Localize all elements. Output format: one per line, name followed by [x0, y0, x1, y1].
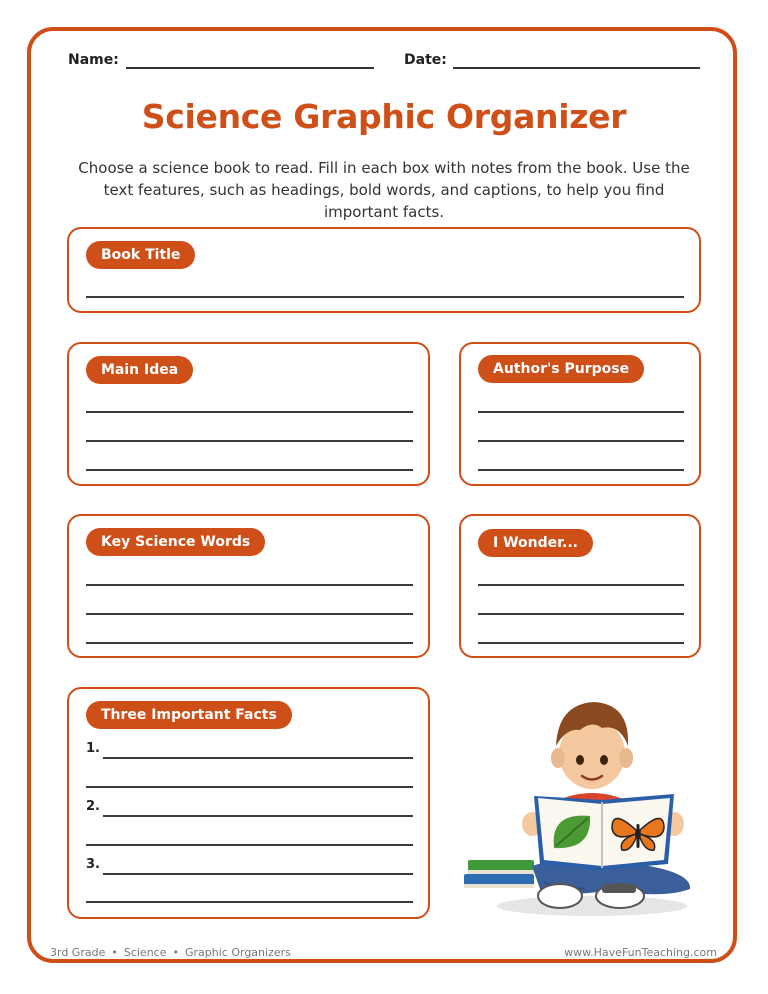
footer-category: Graphic Organizers — [185, 946, 291, 959]
name-label: Name: — [68, 52, 119, 68]
three-important-facts-box — [67, 687, 430, 919]
three-facts-heading: Three Important Facts — [86, 701, 292, 729]
authors-purpose-heading: Author's Purpose — [478, 355, 644, 383]
main-idea-box — [67, 342, 430, 486]
fact-write-line[interactable] — [86, 786, 413, 788]
i-wonder-box — [459, 514, 701, 658]
instructions: Choose a science book to read. Fill in each box with notes from the book. Use the text features, such as headings, bold words, and captions, to help you find important facts. — [78, 159, 690, 221]
fact-write-line[interactable] — [103, 815, 413, 817]
i-wonder-write-line[interactable] — [478, 613, 684, 615]
book-title-box — [67, 227, 701, 313]
authors-purpose-write-line[interactable] — [478, 411, 684, 413]
key-science-words-box — [67, 514, 430, 658]
main-idea-write-line[interactable] — [86, 469, 413, 471]
main-idea-write-line[interactable] — [86, 411, 413, 413]
fact-number: 2. — [86, 799, 100, 814]
authors-purpose-write-line[interactable] — [478, 469, 684, 471]
footer-website[interactable]: www.HaveFunTeaching.com — [564, 946, 717, 959]
separator-dot: • — [111, 946, 118, 959]
date-label: Date: — [404, 52, 447, 68]
main-idea-write-line[interactable] — [86, 440, 413, 442]
key-words-write-line[interactable] — [86, 613, 413, 615]
date-field[interactable] — [453, 67, 700, 69]
authors-purpose-write-line[interactable] — [478, 440, 684, 442]
key-science-words-heading: Key Science Words — [86, 528, 265, 556]
footer-breadcrumb — [50, 946, 291, 959]
separator-dot: • — [172, 946, 179, 959]
footer-subject: Science — [123, 946, 167, 959]
fact-write-line[interactable] — [86, 901, 413, 903]
book-title-heading: Book Title — [86, 241, 195, 269]
key-words-write-line[interactable] — [86, 584, 413, 586]
key-words-write-line[interactable] — [86, 642, 413, 644]
fact-write-line[interactable] — [86, 844, 413, 846]
main-idea-heading: Main Idea — [86, 356, 193, 384]
fact-number: 1. — [86, 741, 100, 756]
page-title: Science Graphic Organizer — [141, 97, 627, 136]
authors-purpose-box — [459, 342, 701, 486]
book-stack-icon — [464, 860, 534, 888]
fact-write-line[interactable] — [103, 873, 413, 875]
i-wonder-write-line[interactable] — [478, 584, 684, 586]
shadow — [497, 896, 687, 916]
footer-grade: 3rd Grade — [50, 946, 106, 959]
boy-reading-illustration — [462, 684, 702, 924]
name-field[interactable] — [126, 67, 374, 69]
i-wonder-heading: I Wonder... — [478, 529, 593, 557]
fact-number: 3. — [86, 857, 100, 872]
boy-head — [551, 702, 633, 789]
i-wonder-write-line[interactable] — [478, 642, 684, 644]
fact-write-line[interactable] — [103, 757, 413, 759]
book-title-write-line[interactable] — [86, 296, 684, 298]
